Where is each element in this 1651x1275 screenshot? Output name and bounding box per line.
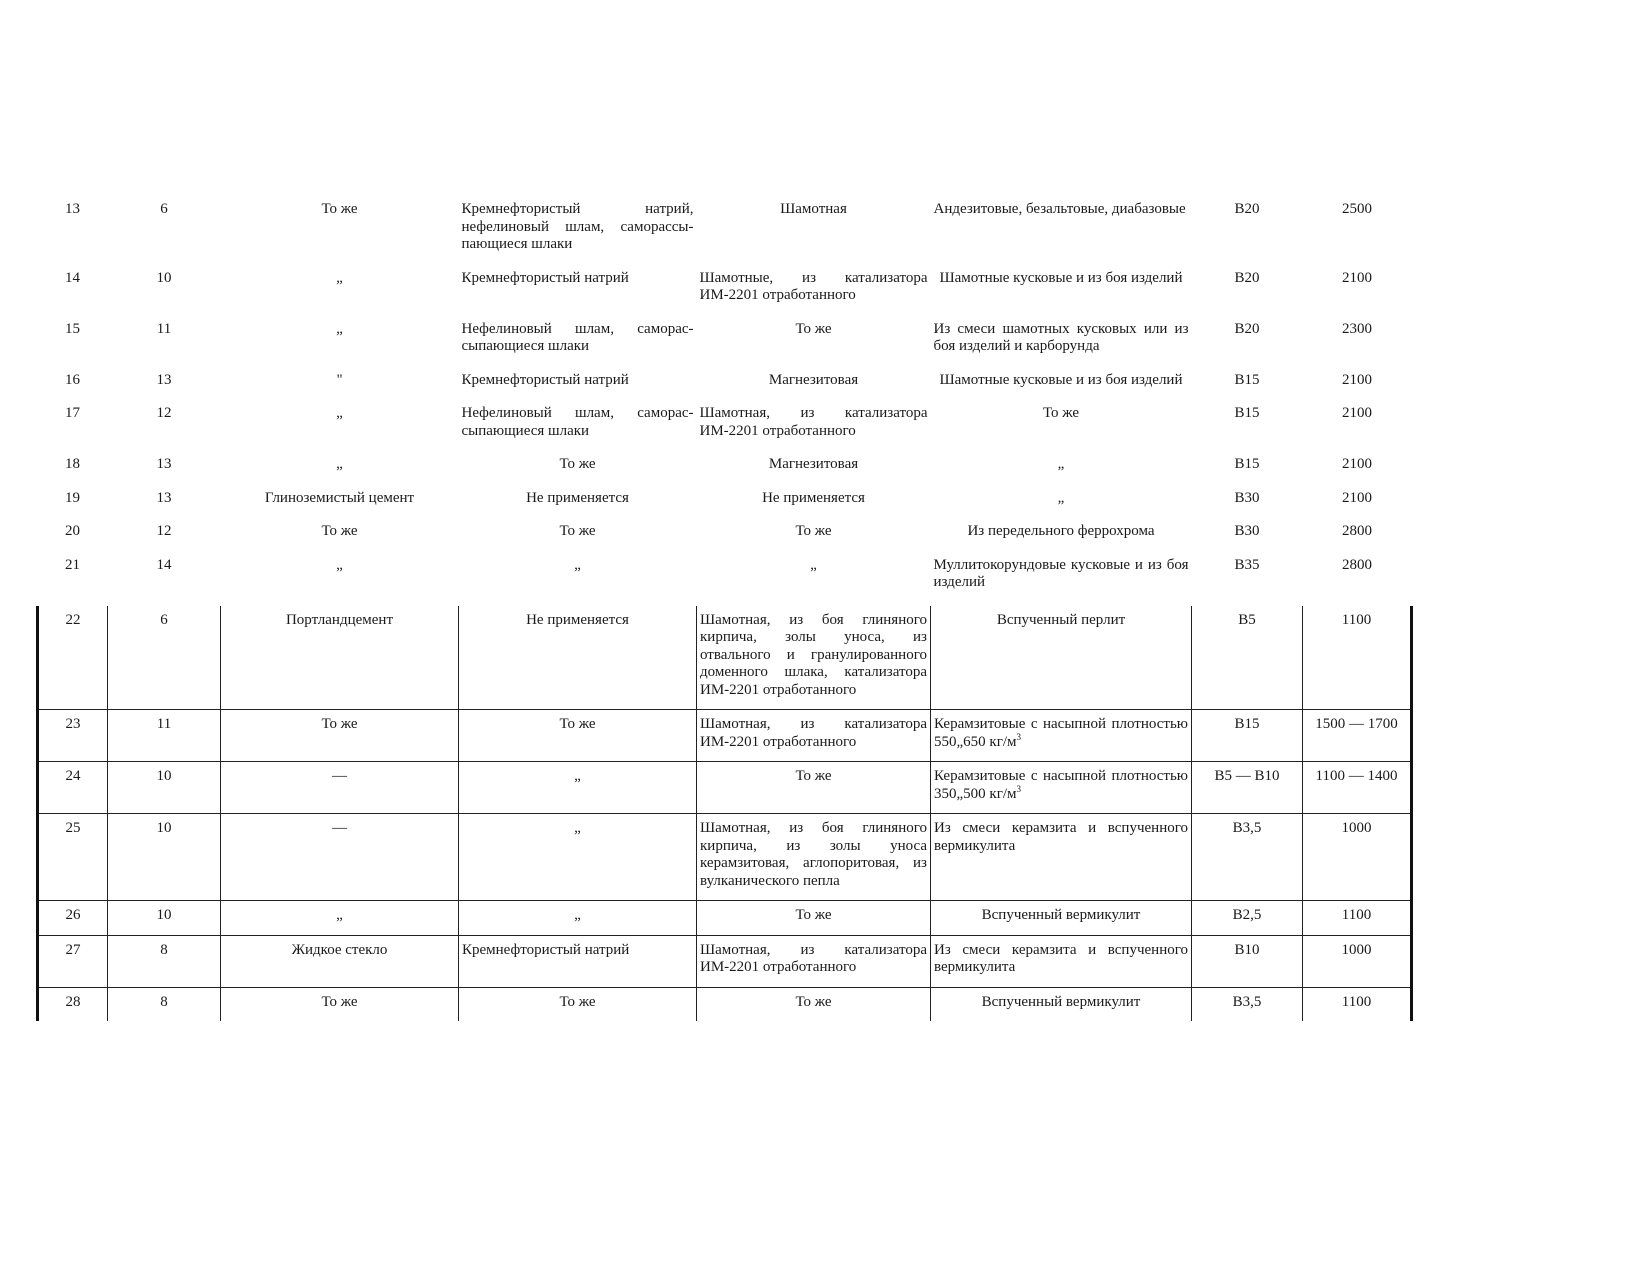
cell-text: В15 [1234, 371, 1260, 388]
cell-text: Шамотная [780, 201, 847, 217]
binder-cell [221, 935, 459, 987]
cell-text: 19 [65, 489, 80, 506]
row-number-cell [38, 454, 108, 488]
hardener-cell [459, 606, 697, 710]
cell-text: 1000 [1341, 820, 1372, 836]
cell-text: 26 [65, 907, 81, 923]
row-number-cell [38, 555, 108, 606]
density-cell [1303, 555, 1412, 606]
cell-text: 6 [160, 201, 168, 217]
fine-aggregate-cell [697, 935, 931, 987]
cell-text: 11 [156, 716, 172, 732]
binder-cell [221, 268, 459, 319]
hardener-cell [459, 987, 697, 1021]
cell-text: Вспученный вермикулит [981, 993, 1141, 1010]
table-row [38, 268, 1412, 319]
table-body [38, 199, 1412, 1021]
binder-cell [221, 199, 459, 268]
table-row [38, 935, 1412, 987]
fine-aggregate-cell [697, 555, 931, 606]
cell-text: 24 [65, 768, 81, 784]
strength-class-cell [1192, 901, 1303, 936]
cell-text: То же [795, 907, 832, 923]
density-cell [1303, 454, 1412, 488]
cell-text: 10 [156, 768, 172, 784]
fine-aggregate-cell [697, 268, 931, 319]
cell-text: Кремнефтористый натрий [462, 941, 630, 958]
cell-text: Кремнефтористый натрий [461, 371, 629, 388]
cell-text: То же [321, 523, 358, 539]
fine-aggregate-cell [697, 403, 931, 454]
row-number-cell [38, 403, 108, 454]
fine-aggregate-cell [697, 488, 931, 522]
materials-table [36, 199, 1413, 1021]
row-number-cell [38, 987, 108, 1021]
cell-text: В15 [1234, 716, 1260, 732]
cell-text: 1100 — 1400 [1315, 768, 1398, 784]
coarse-aggregate-cell [931, 606, 1192, 710]
coarse-aggregate-cell [931, 199, 1192, 268]
cell-text: Портландцемент [285, 611, 394, 628]
fine-aggregate-cell [697, 454, 931, 488]
strength-class-cell [1192, 710, 1303, 762]
cell-text: 12 [156, 405, 172, 421]
cell-text: 1000 [1341, 941, 1372, 958]
hardener-cell [459, 555, 697, 606]
density-cell [1303, 199, 1412, 268]
cell-text: " [336, 371, 343, 388]
cell-text: В15 [1234, 405, 1260, 421]
cell-text: 22 [65, 611, 81, 628]
cell-text: „ [574, 907, 581, 923]
row-number-cell [38, 814, 108, 901]
cell-text: „ [336, 456, 343, 472]
strength-class-cell [1192, 268, 1303, 319]
cell-text: 17 [65, 405, 80, 421]
fine-aggregate-cell [697, 319, 931, 370]
cell-text: То же [1042, 405, 1080, 421]
binder-cell [221, 901, 459, 936]
cell-text: — [332, 820, 347, 836]
hardener-cell [459, 370, 697, 404]
table-row [38, 710, 1412, 762]
class-cell [108, 606, 221, 710]
cell-text: „ [574, 768, 581, 784]
cell-text: То же [559, 993, 596, 1010]
row-number-cell [38, 606, 108, 710]
row-number-cell [38, 319, 108, 370]
class-cell [108, 521, 221, 555]
cell-text: То же [321, 201, 358, 217]
cell-text: В3,5 [1232, 993, 1262, 1010]
cell-text: Шамотная, из катализатора ИМ-2201 отработанного [699, 405, 928, 439]
superscript-text: 3 [1016, 731, 1022, 742]
strength-class-cell [1192, 762, 1303, 814]
fine-aggregate-cell [697, 901, 931, 936]
binder-cell [221, 710, 459, 762]
cell-text: В5 [1238, 611, 1256, 628]
fine-aggregate-cell [697, 762, 931, 814]
class-cell [108, 901, 221, 936]
density-cell [1303, 710, 1412, 762]
row-number-cell [38, 199, 108, 268]
cell-text: В20 [1234, 201, 1260, 217]
cell-text: В30 [1234, 523, 1260, 539]
strength-class-cell [1192, 521, 1303, 555]
table-row [38, 521, 1412, 555]
cell-text: 28 [65, 993, 81, 1010]
cell-text: То же [321, 993, 358, 1010]
class-cell [108, 199, 221, 268]
density-cell [1303, 521, 1412, 555]
cell-text: Не применяется [526, 489, 629, 506]
class-cell [108, 987, 221, 1021]
binder-cell [221, 555, 459, 606]
class-cell [108, 454, 221, 488]
hardener-cell [459, 762, 697, 814]
cell-text: — [332, 768, 347, 784]
hardener-cell [459, 319, 697, 370]
strength-class-cell [1192, 454, 1303, 488]
cell-text: Шамотная, из боя глиняного кирпича, золы уноса, из отвального и гранулированного доменного шлака, катализатора ИМ-2201 отработанного [700, 611, 927, 698]
cell-text: 2800 [1342, 556, 1372, 573]
cell-text: В15 [1234, 456, 1260, 472]
cell-text: „ [1057, 489, 1065, 506]
cell-text: „ [810, 556, 817, 573]
cell-text: 2100 [1342, 371, 1372, 388]
class-cell [108, 935, 221, 987]
strength-class-cell [1192, 935, 1303, 987]
cell-text: В20 [1234, 320, 1260, 337]
cell-text: „ [336, 405, 343, 421]
binder-cell [221, 814, 459, 901]
cell-text: Из смеси керамзита и вспученного вермикулита [934, 941, 1188, 975]
class-cell [108, 403, 221, 454]
table-row [38, 403, 1412, 454]
class-cell [108, 555, 221, 606]
coarse-aggregate-cell [931, 403, 1192, 454]
cell-text: Не применяется [526, 611, 629, 628]
hardener-cell [459, 488, 697, 522]
table-row [38, 606, 1412, 710]
table-row [38, 319, 1412, 370]
binder-cell [221, 488, 459, 522]
cell-text: 13 [156, 456, 172, 472]
coarse-aggregate-cell [931, 555, 1192, 606]
coarse-aggregate-cell [931, 987, 1192, 1021]
cell-text: То же [559, 456, 596, 472]
cell-text: 23 [65, 716, 81, 732]
cell-text: То же [795, 993, 832, 1010]
cell-text: „ [336, 269, 343, 286]
cell-text: 6 [160, 611, 168, 628]
hardener-cell [459, 403, 697, 454]
class-cell [108, 762, 221, 814]
cell-text: Шамотная, из катализатора ИМ-2201 отработанного [700, 716, 927, 750]
cell-text: Магнезитовая [768, 371, 859, 388]
cell-text: В3,5 [1232, 820, 1262, 836]
coarse-aggregate-cell [931, 814, 1192, 901]
hardener-cell [459, 901, 697, 936]
strength-class-cell [1192, 199, 1303, 268]
class-cell [108, 370, 221, 404]
density-cell [1303, 606, 1412, 710]
cell-text: Шамотные, из катализатора ИМ-2201 отработанного [699, 269, 928, 303]
hardener-cell [459, 454, 697, 488]
table-row [38, 199, 1412, 268]
cell-text: 2100 [1342, 489, 1372, 506]
fine-aggregate-cell [697, 521, 931, 555]
binder-cell [221, 403, 459, 454]
density-cell [1303, 268, 1412, 319]
coarse-aggregate-cell [931, 370, 1192, 404]
fine-aggregate-cell [697, 199, 931, 268]
cell-text: Не применяется [762, 489, 865, 506]
cell-text: 14 [65, 269, 80, 286]
cell-text: Шамотная, из катализатора ИМ-2201 отработанного [700, 941, 927, 975]
cell-text: „ [574, 820, 581, 836]
cell-text: 20 [65, 523, 80, 539]
row-number-cell [38, 488, 108, 522]
density-cell [1303, 814, 1412, 901]
binder-cell [221, 319, 459, 370]
density-cell [1303, 403, 1412, 454]
row-number-cell [38, 762, 108, 814]
coarse-aggregate-cell [931, 710, 1192, 762]
cell-text: 1500 — 1700 [1315, 716, 1398, 732]
cell-text: 13 [65, 201, 80, 217]
cell-text: То же [795, 523, 832, 539]
cell-text: 11 [156, 320, 172, 337]
cell-text: Андезитовые, безальтовые, диабазовые [933, 201, 1186, 217]
cell-text: В30 [1234, 489, 1260, 506]
cell-text: 27 [65, 941, 81, 958]
cell-text: Шамотные кусковые и из боя изделий [939, 371, 1183, 388]
class-cell [108, 268, 221, 319]
table-row [38, 762, 1412, 814]
hardener-cell [459, 268, 697, 319]
cell-text: 1100 [1341, 611, 1372, 628]
table-row [38, 555, 1412, 606]
cell-text: То же [795, 768, 832, 784]
cell-text: 21 [65, 556, 80, 573]
cell-text: Нефелиновый шлам, саморас-сыпающиеся шлаки [461, 405, 694, 439]
coarse-aggregate-cell [931, 454, 1192, 488]
cell-text: 1100 [1341, 993, 1372, 1010]
cell-text: „ [336, 320, 343, 337]
density-cell [1303, 987, 1412, 1021]
cell-text: В5 — В10 [1214, 768, 1280, 784]
coarse-aggregate-cell [931, 268, 1192, 319]
cell-text: 10 [156, 820, 172, 836]
cell-text: Из смеси шамотных кусковых или из боя изделий и карборунда [933, 320, 1189, 354]
class-cell [108, 319, 221, 370]
cell-text: 10 [156, 907, 172, 923]
class-cell [108, 488, 221, 522]
hardener-cell [459, 521, 697, 555]
cell-text: 18 [65, 456, 80, 472]
cell-text: В2,5 [1232, 907, 1262, 923]
cell-text: Керамзитовые с насыпной плотностью 550„650 кг/м [934, 716, 1188, 750]
table-row [38, 987, 1412, 1021]
binder-cell [221, 370, 459, 404]
table-row [38, 370, 1412, 404]
row-number-cell [38, 901, 108, 936]
row-number-cell [38, 370, 108, 404]
strength-class-cell [1192, 987, 1303, 1021]
cell-text: „ [336, 556, 343, 573]
cell-text: 2100 [1342, 269, 1372, 286]
table-row [38, 488, 1412, 522]
fine-aggregate-cell [697, 710, 931, 762]
strength-class-cell [1192, 555, 1303, 606]
coarse-aggregate-cell [931, 762, 1192, 814]
cell-text: „ [574, 556, 581, 573]
cell-text: В35 [1234, 556, 1260, 573]
cell-text: Керамзитовые с насыпной плотностью 350„500 кг/м [934, 768, 1188, 802]
strength-class-cell [1192, 319, 1303, 370]
coarse-aggregate-cell [931, 901, 1192, 936]
cell-text: Вспученный вермикулит [981, 907, 1141, 923]
cell-text: То же [795, 320, 832, 337]
cell-text: Кремнефтористый натрий, нефелиновый шлам, саморассы-пающиеся шлаки [461, 201, 694, 252]
cell-text: 2100 [1342, 405, 1372, 421]
row-number-cell [38, 521, 108, 555]
cell-text: 2500 [1342, 201, 1372, 217]
cell-text: 16 [65, 371, 80, 388]
coarse-aggregate-cell [931, 488, 1192, 522]
cell-text: В10 [1234, 941, 1260, 958]
coarse-aggregate-cell [931, 319, 1192, 370]
strength-class-cell [1192, 606, 1303, 710]
row-number-cell [38, 268, 108, 319]
cell-text: Шамотная, из боя глиняного кирпича, из золы уноса керамзитовая, аглопоритовая, из вулканического пепла [700, 820, 927, 889]
hardener-cell [459, 814, 697, 901]
strength-class-cell [1192, 814, 1303, 901]
cell-text: В20 [1234, 269, 1260, 286]
cell-text: 13 [156, 371, 172, 388]
cell-text: 13 [156, 489, 172, 506]
cell-text: Жидкое стекло [291, 941, 388, 958]
cell-text: 15 [65, 320, 80, 337]
cell-text: Глиноземистый цемент [264, 489, 415, 506]
cell-text: 14 [156, 556, 172, 573]
density-cell [1303, 901, 1412, 936]
cell-text: Вспученный перлит [996, 611, 1126, 628]
density-cell [1303, 370, 1412, 404]
row-number-cell [38, 710, 108, 762]
cell-text: Магнезитовая [768, 456, 859, 472]
cell-text: То же [321, 716, 358, 732]
cell-text: 2100 [1342, 456, 1372, 472]
cell-text: То же [559, 716, 596, 732]
strength-class-cell [1192, 370, 1303, 404]
density-cell [1303, 762, 1412, 814]
row-number-cell [38, 935, 108, 987]
cell-text: 12 [156, 523, 172, 539]
binder-cell [221, 521, 459, 555]
cell-text: Кремнефтористый натрий [461, 269, 629, 286]
binder-cell [221, 762, 459, 814]
class-cell [108, 814, 221, 901]
binder-cell [221, 987, 459, 1021]
strength-class-cell [1192, 403, 1303, 454]
cell-text: 1100 [1341, 907, 1372, 923]
density-cell [1303, 935, 1412, 987]
cell-text: Муллитокорундовые кусковые и из боя изделий [933, 556, 1189, 590]
cell-text: 8 [160, 941, 168, 958]
fine-aggregate-cell [697, 814, 931, 901]
superscript-text: 3 [1016, 783, 1022, 794]
cell-text: „ [336, 907, 343, 923]
fine-aggregate-cell [697, 370, 931, 404]
coarse-aggregate-cell [931, 935, 1192, 987]
cell-text: Шамотные кусковые и из боя изделий [939, 269, 1183, 286]
cell-text: Нефелиновый шлам, саморас-сыпающиеся шлаки [461, 320, 694, 354]
fine-aggregate-cell [697, 987, 931, 1021]
table-row [38, 814, 1412, 901]
table-row [38, 454, 1412, 488]
table-row [38, 901, 1412, 936]
cell-text: 25 [65, 820, 81, 836]
hardener-cell [459, 710, 697, 762]
fine-aggregate-cell [697, 606, 931, 710]
hardener-cell [459, 935, 697, 987]
binder-cell [221, 606, 459, 710]
density-cell [1303, 319, 1412, 370]
density-cell [1303, 488, 1412, 522]
cell-text: „ [1057, 456, 1065, 472]
cell-text: 8 [160, 993, 168, 1010]
cell-text: 10 [156, 269, 172, 286]
class-cell [108, 710, 221, 762]
coarse-aggregate-cell [931, 521, 1192, 555]
cell-text: Из смеси керамзита и вспученного вермикулита [934, 820, 1188, 854]
binder-cell [221, 454, 459, 488]
hardener-cell [459, 199, 697, 268]
cell-text: Из передельного феррохрома [967, 523, 1155, 539]
cell-text: 2300 [1342, 320, 1372, 337]
cell-text: То же [559, 523, 596, 539]
cell-text: 2800 [1342, 523, 1372, 539]
strength-class-cell [1192, 488, 1303, 522]
